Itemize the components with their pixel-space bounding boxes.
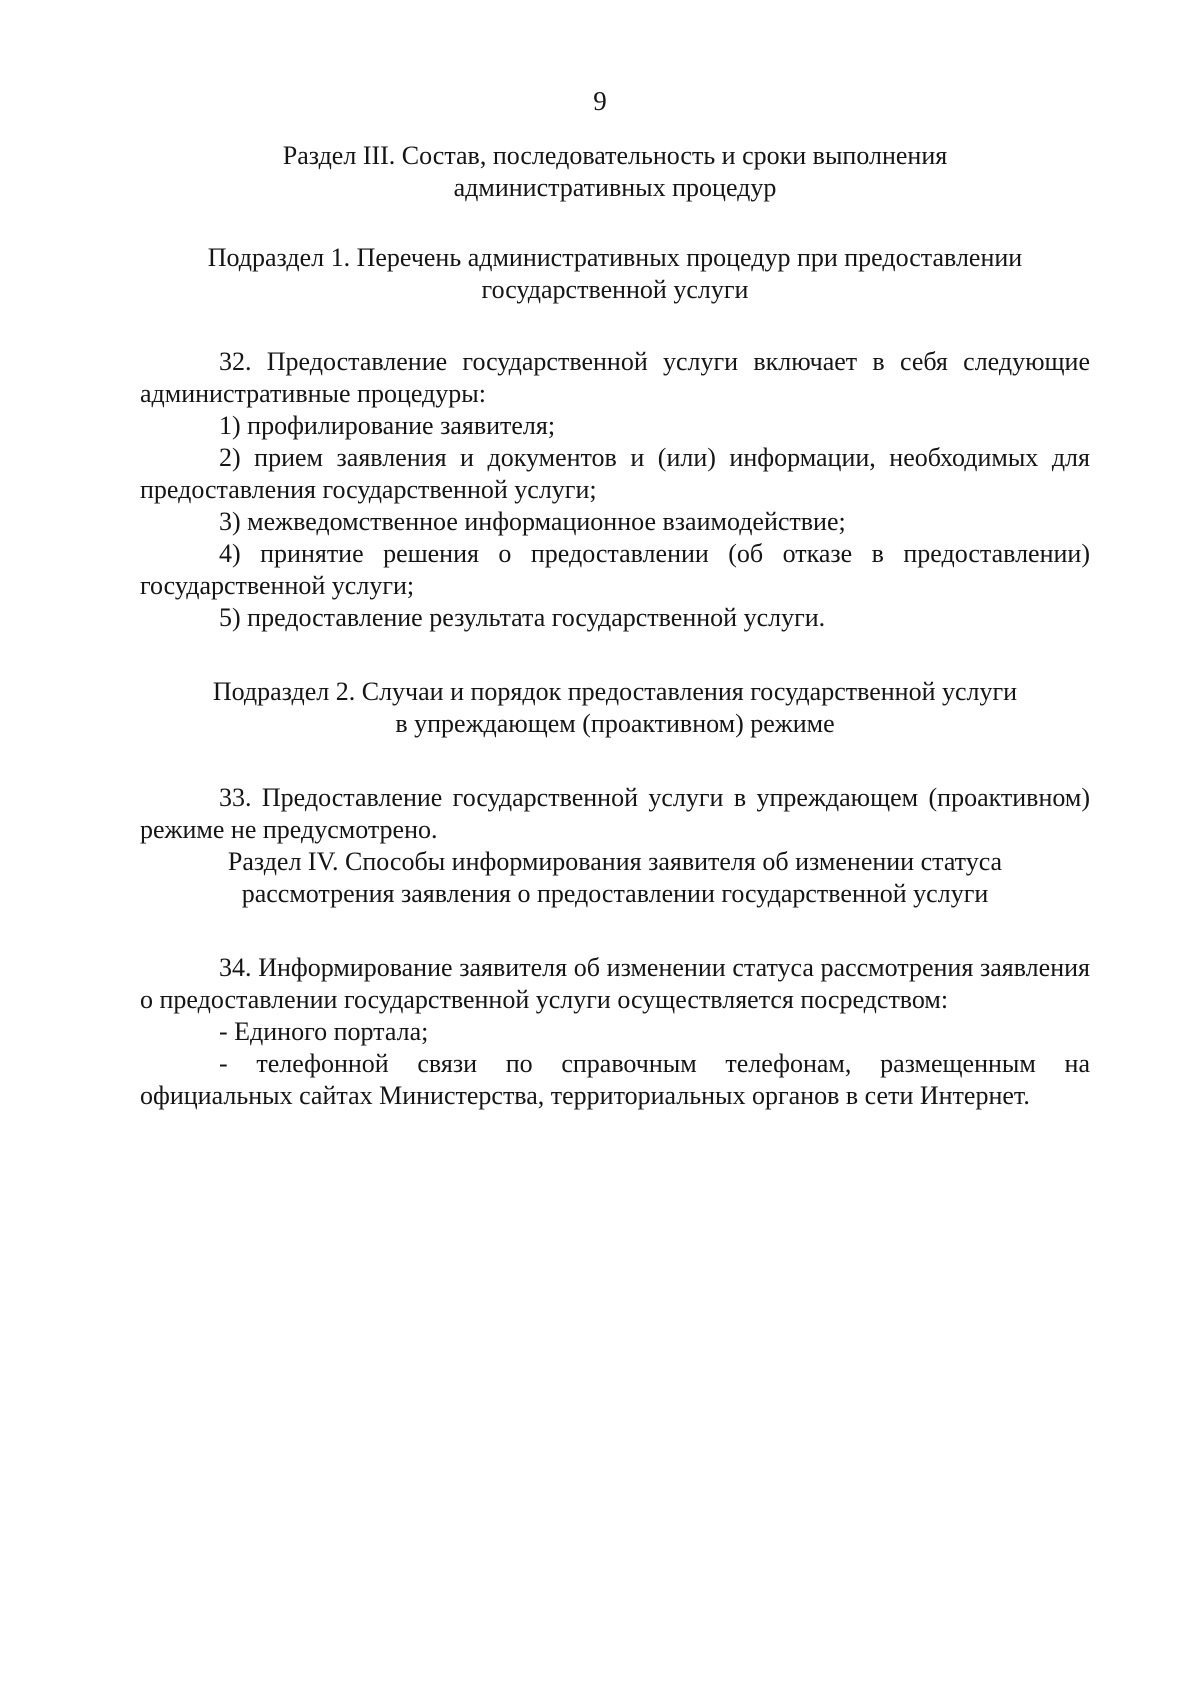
- list-item-procedure-2: 2) прием заявления и документов и (или) информации, необходимых для предоставления государственной услуги;: [140, 443, 1090, 504]
- section-3-heading-line1: Раздел III. Состав, последовательность и сроки выполнения: [282, 141, 948, 170]
- spacer: [140, 740, 1090, 782]
- list-item-channel-1: - Единого портала;: [219, 1017, 429, 1046]
- spacer: [140, 910, 1090, 952]
- subsection-1-heading-line1: Подраздел 1. Перечень административных процедур при предоставлении: [207, 243, 1023, 272]
- paragraph-32: 32. Предоставление государственной услуги включает в себя следующие административные процедуры:: [140, 347, 1090, 408]
- list-item-procedure-1: 1) профилирование заявителя;: [219, 411, 556, 440]
- page-number: 9: [593, 86, 607, 116]
- list-item-procedure-4: 4) принятие решения о предоставлении (об отказе в предоставлении) государственной услуги;: [140, 539, 1090, 600]
- spacer: [140, 306, 1090, 346]
- section-4-heading-line2: рассмотрения заявления о предоставлении государственной услуги: [241, 879, 989, 908]
- spacer: [140, 204, 1090, 242]
- list-item-procedure-5: 5) предоставление результата государственной услуги.: [219, 603, 826, 632]
- subsection-2-heading-line1: Подраздел 2. Случаи и порядок предоставления государственной услуги: [212, 677, 1018, 706]
- section-3-heading: [140, 140, 1090, 204]
- list-item-procedure-3: 3) межведомственное информационное взаимодействие;: [219, 507, 846, 536]
- paragraph-33: 33. Предоставление государственной услуги в упреждающем (проактивном) режиме не предусмотрено.: [140, 783, 1090, 844]
- paragraph-34: 34. Информирование заявителя об изменении статуса рассмотрения заявления о предоставлении государственной услуги осуществляется посредством:: [140, 953, 1090, 1014]
- subsection-2-heading: [140, 676, 1090, 740]
- subsection-2-heading-line2: в упреждающем (проактивном) режиме: [395, 709, 835, 738]
- subsection-1-heading-line2: государственной услуги: [481, 275, 749, 304]
- section-4-heading: [140, 846, 1090, 910]
- list-item-channel-2: - телефонной связи по справочным телефонам, размещенным на официальных сайтах Министерства, территориальных органов в сети Интернет.: [140, 1049, 1090, 1110]
- subsection-1-heading: [140, 242, 1090, 306]
- spacer: [140, 634, 1090, 676]
- section-4-heading-line1: Раздел IV. Способы информирования заявителя об изменении статуса: [227, 847, 1003, 876]
- section-3-heading-line2: административных процедур: [453, 173, 777, 202]
- document-body: [140, 140, 1090, 1112]
